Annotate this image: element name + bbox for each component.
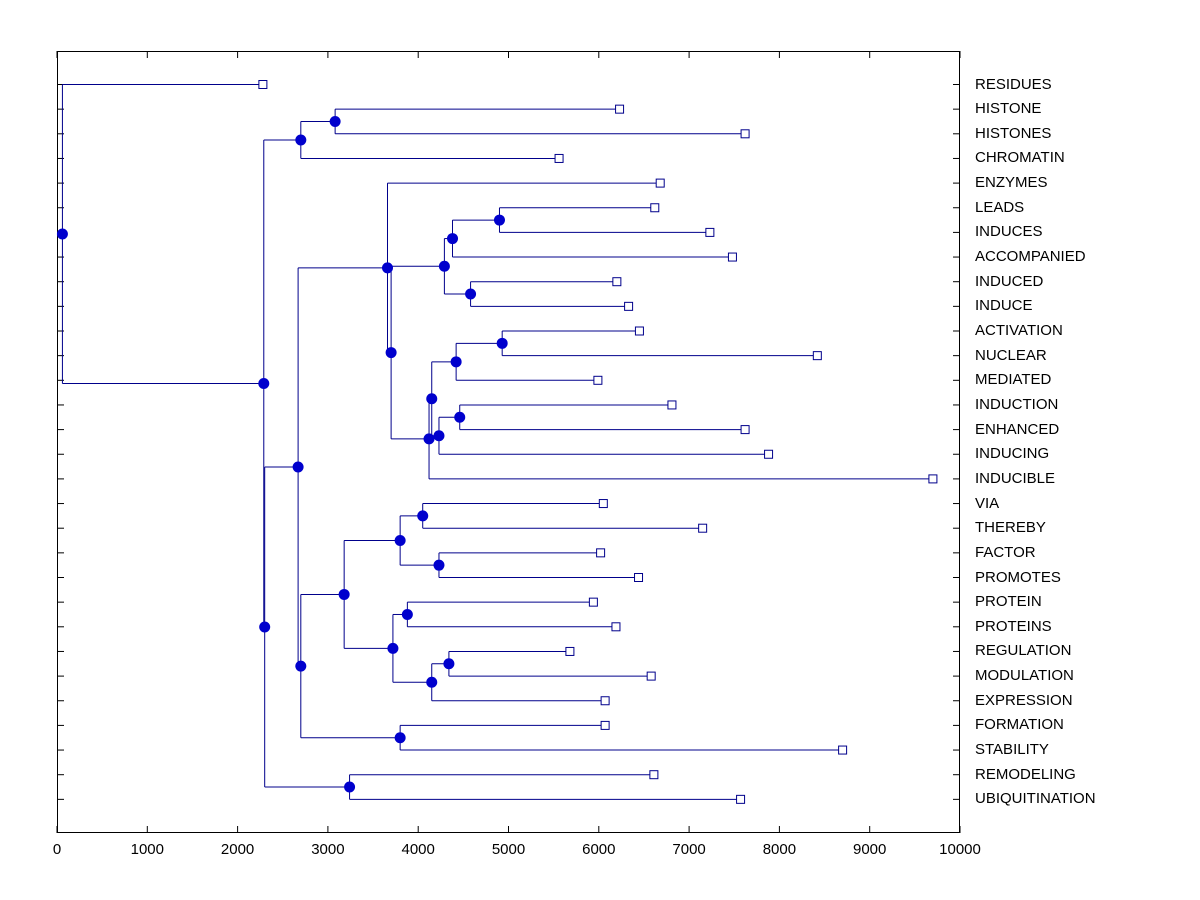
internal-node-marker [426,393,437,404]
leaf-node-marker [597,549,605,557]
leaf-node-marker [259,81,267,89]
x-tick-label: 2000 [220,841,255,858]
dendrogram-links [62,85,932,800]
leaf-node-marker [813,352,821,360]
leaf-node-marker [566,647,574,655]
internal-node-marker [330,116,341,127]
internal-node-marker [451,356,462,367]
leaf-node-marker [589,598,597,606]
internal-node-marker [258,378,269,389]
internal-node-marker [382,262,393,273]
x-tick-label: 0 [52,841,62,858]
leaf-label: INDUCING [975,445,1050,463]
internal-node-marker [494,215,505,226]
internal-node-marker [295,134,306,145]
leaf-label: HISTONE [975,100,1042,118]
leaf-label: LEADS [975,198,1025,216]
leaf-node-marker [635,574,643,582]
x-tick-label: 6000 [582,841,616,858]
internal-node-marker [465,289,476,300]
x-tick-label: 5000 [491,841,526,858]
leaf-label: ENZYMES [975,174,1048,192]
leaf-label: HISTONES [975,124,1052,142]
plot-frame [58,52,960,833]
leaf-node-marker [706,228,714,236]
leaf-label: THEREBY [975,519,1046,537]
internal-node-marker [447,233,458,244]
leaf-node-marker [765,450,773,458]
internal-node-marker [339,589,350,600]
leaf-node-marker [929,475,937,483]
leaf-label: REMODELING [975,765,1076,783]
internal-node-marker [433,560,444,571]
leaf-node-marker [728,253,736,261]
internal-node-marker [259,621,270,632]
leaf-label: NUCLEAR [975,346,1047,364]
x-tick-label: 4000 [401,841,435,858]
leaf-node-marker [616,105,624,113]
leaf-node-marker [741,426,749,434]
leaf-label: RESIDUES [975,75,1052,93]
internal-node-marker [395,535,406,546]
leaf-node-marker [635,327,643,335]
leaf-node-marker [625,302,633,310]
leaf-label: FACTOR [975,543,1036,561]
internal-node-marker [295,661,306,672]
internal-node-marker [386,347,397,358]
x-tick-label: 10000 [939,841,981,858]
leaf-label: INDUCES [975,223,1043,241]
dendrogram-nodes [57,81,937,804]
leaf-node-marker [737,795,745,803]
leaf-node-marker [601,697,609,705]
leaf-node-marker [555,154,563,162]
leaf-node-marker [668,401,676,409]
leaf-label: ACTIVATION [975,322,1063,339]
x-tick-label: 8000 [762,841,797,858]
internal-node-marker [402,609,413,620]
internal-node-marker [344,782,355,793]
internal-node-marker [439,261,450,272]
x-tick-label: 9000 [853,841,887,858]
leaf-label: FORMATION [975,716,1064,734]
x-tick-label: 1000 [130,841,164,858]
leaf-label: PROMOTES [975,568,1061,586]
leaf-node-marker [741,130,749,138]
leaf-label: INDUCIBLE [975,469,1056,487]
leaf-label: PROTEIN [975,593,1042,611]
internal-node-marker [433,430,444,441]
internal-node-marker [293,461,304,472]
leaf-node-marker [612,623,620,631]
internal-node-marker [395,732,406,743]
x-tick-label: 7000 [672,841,706,858]
leaf-label: CHROMATIN [975,149,1065,167]
internal-node-marker [454,412,465,423]
leaf-label: EXPRESSION [975,691,1073,709]
leaf-node-marker [601,721,609,729]
leaf-label: INDUCTION [975,395,1059,413]
leaf-node-marker [699,524,707,532]
leaf-node-marker [599,500,607,508]
leaf-node-marker [650,771,658,779]
leaf-node-marker [613,278,621,286]
leaf-label: REGULATION [975,642,1072,660]
x-axis-ticks [57,51,960,833]
leaf-node-marker [651,204,659,212]
leaf-label: INDUCE [975,297,1033,315]
internal-node-marker [497,338,508,349]
internal-node-marker [443,658,454,669]
internal-node-marker [426,677,437,688]
leaf-node-marker [594,376,602,384]
leaf-label: MEDIATED [975,371,1052,389]
leaf-label: STABILITY [975,741,1049,759]
leaf-label: MODULATION [975,667,1074,685]
internal-node-marker [387,643,398,654]
leaf-label: PROTEINS [975,617,1052,635]
x-tick-label: 3000 [311,841,345,858]
leaf-label: INDUCED [975,272,1044,290]
internal-node-marker [424,433,435,444]
leaf-label: ENHANCED [975,420,1060,438]
leaf-node-marker [839,746,847,754]
leaf-label: UBIQUITINATION [975,790,1096,808]
leaf-label: VIA [975,494,1000,512]
leaf-node-marker [647,672,655,680]
leaf-label: ACCOMPANIED [975,248,1086,266]
leaf-node-marker [656,179,664,187]
internal-node-marker [417,510,428,521]
internal-node-marker [57,228,68,239]
